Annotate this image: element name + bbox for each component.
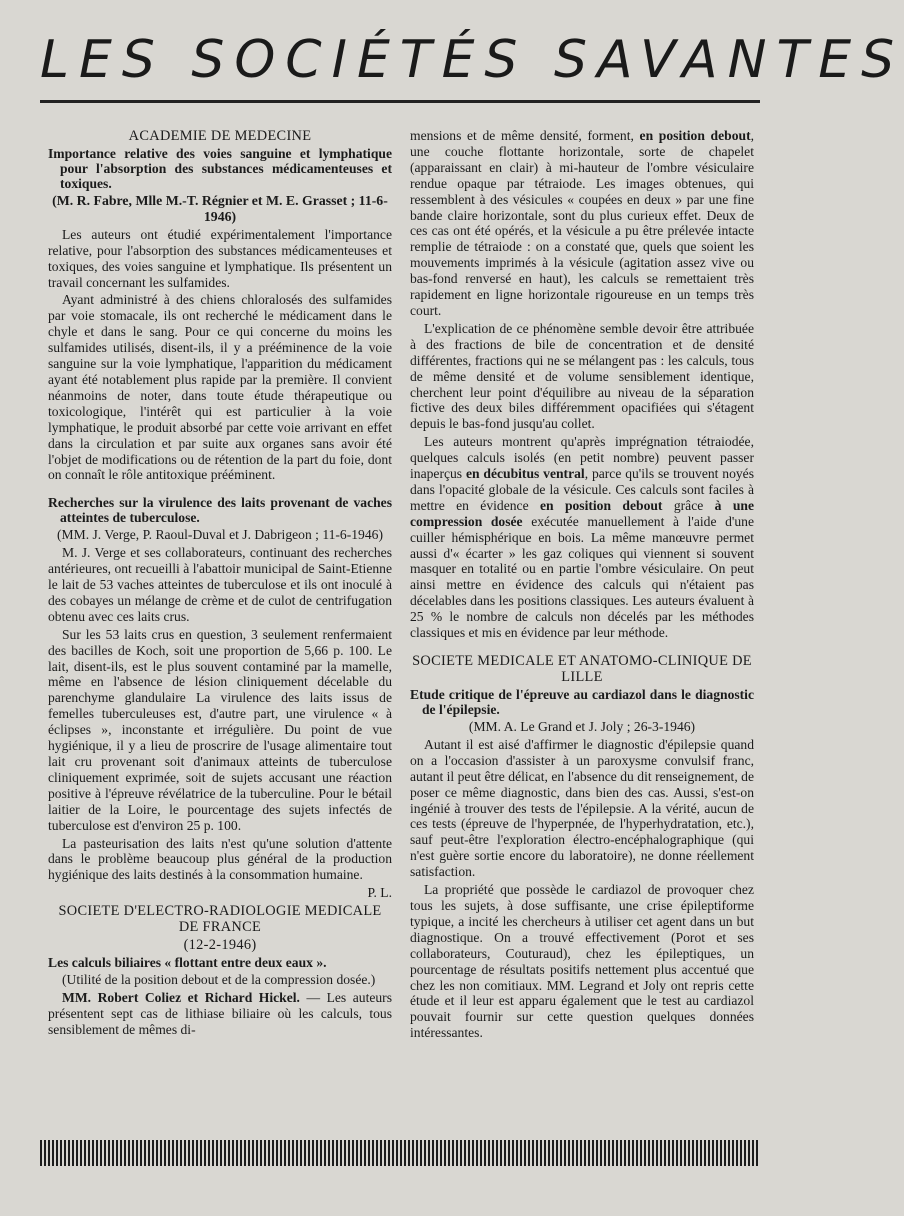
emphasis: en décubitus ventral <box>465 466 585 482</box>
paragraph: La propriété que possède le cardiazol de provoquer chez tous les sujets, à dose suffisante, une crise épileptiforme typique, a incité les chercheurs à utiliser cet agent dans un but diagnostique. On a trouvé effectivement (Porot et ses collaborateurs, Couturaud), chez les épileptiques, un pourcentage de résultats positifs nettement plus accentué que chez les non comitiaux. MM. Legrand et Joly ont repris cette étude et il leur est apparu également que le test au cardiazol pouvait fournir sur cette question quelques données intéressantes. <box>410 882 754 1041</box>
article-title: Etude critique de l'épreuve au cardiazol dans le diagnostic de l'épilepsie. <box>410 687 754 717</box>
title-divider <box>40 100 760 103</box>
authors: MM. Robert Coliez et Richard Hickel. <box>62 990 300 1006</box>
article-byline: (MM. J. Verge, P. Raoul-Duval et J. Dabrigeon ; 11-6-1946) <box>57 527 383 543</box>
text-run: , parce qu'ils se trouvent noyés dans l'opacité globale de la vésicule. Ces calculs sont faciles à mettre en évidence <box>410 466 755 513</box>
article-byline: (MM. A. Le Grand et J. Joly ; 26-3-1946) <box>468 719 696 734</box>
paragraph <box>410 434 754 641</box>
society-heading: ACADEMIE DE MEDECINE <box>128 128 312 144</box>
paragraph-text: — Les auteurs présentent sept cas de lithiase biliaire où les calculs, tous sensiblement de mêmes di- <box>48 990 392 1037</box>
paragraph: L'explication de ce phénomène semble devoir être attribuée à des fractions de bile de concentration et de densité différentes, fractions qui ne se mélangent pas : les calculs, tous de même densité et de volume sensiblement identique, cherchent leur point d'équilibre au niveau de la séparation fictive des deux biles différemment opacifiées qui s'étagent depuis le bas-fond jusqu'au collet. <box>410 320 754 432</box>
paragraph: Ayant administré à des chiens chloralosés des sulfamides par voie stomacale, ils ont recherché le médicament dans le chyle et dans le sang. Pour ce qui concerne du moins les sulfamides utilisés, disent-ils, il y a prééminence de la voie sanguine sur la voie lymphatique, l'apparition du médicament ayant été notablement plus rapide par la première. Il convient néanmoins de noter, dans toute étude thérapeutique ou toxicologique, l'intérêt qui est particulier à la voie lymphatique, le produit absorbé par cette voie arrivant en effet dans la circulation et par suite aux organes sans avoir été l'objet de modifications ou de rétention de la part du foie, dont on connaît le rôle antitoxique prééminent. <box>48 292 392 483</box>
right-column <box>410 128 754 1043</box>
emphasis: à une compression dosée <box>410 497 754 529</box>
text-run: , une couche flottante horizontale, sorte de chapelet (apparaissant en clair) à mi-hauteur de l'ombre vésiculaire rendue opaque par tétraiode. Les images obtenues, qui ressemblent à des vésicules « coupées en deux » par une fine bande claire horizontale, sont du plus curieux effet. Deux de ces cas ont été opérés, et la vésicule a pu être prélevée intacte remplie de tétraiode : on a constaté que, quels que soient les mouvements imprimés à la vésicule (agitation assez vive ou bas-fond renversé en haut), les calculs se remettaient très rapidement en ligne horizontale rigoureuse en un temps très court. <box>410 128 755 318</box>
article-title: Les calculs biliaires « flottant entre deux eaux ». <box>48 955 327 971</box>
article-title: Recherches sur la virulence des laits provenant de vaches atteintes de tuberculose. <box>48 495 392 526</box>
left-column <box>48 128 392 1040</box>
article-title: Importance relative des voies sanguine et lymphatique pour l'absorption des substances médicamenteuses et toxiques. <box>48 146 392 191</box>
text-run: grâce <box>662 497 715 513</box>
society-heading: SOCIETE D'ELECTRO-RADIOLOGIE MEDICALE DE FRANCE <box>58 903 382 936</box>
text-run: Les auteurs montrent qu'après imprégnation tétraiodée, quelques calculs isolés (en petit nombre) peuvent passer inaperçus <box>410 434 754 482</box>
paragraph: Autant il est aisé d'affirmer le diagnostic d'épilepsie quand on a l'occasion d'assister à un paroxysme convulsif franc, autant il peut être délicat, en l'absence du dit renseignement, de poser ce même diagnostic, dans bien des cas. Aussi, s'est-on ingénié à trouver des tests de l'épilepsie. A la vérité, aucun de ces tests (épreuve de l'hyperpnée, de l'hyperhydratation, etc.), sauf peut-être l'exploration électro-encéphalographique (qui n'est guère sortie encore du laboratoire), ne donne réellement satisfaction. <box>410 736 754 880</box>
decorative-barcode-rule <box>40 1140 760 1166</box>
text-run: exécutée manuellement à l'aide d'une cuiller hémisphérique en bois. La même manœuvre permet aussi d'« écarter » les gaz coliques qui viennent si souvent masquer en totalité ou en partie l'ombre vésiculaire. On peut ainsi mettre en évidence des calculs qui n'étaient pas décelables dans les positions classiques. Les auteurs évaluent à 25 % le nombre de calculs non décelés par les méthodes classiques et mis en évidence par leur méthode. <box>410 513 754 641</box>
emphasis: en position debout <box>539 497 663 513</box>
article-note: (Utilité de la position debout et de la compression dosée.) <box>62 972 376 988</box>
paragraph <box>48 990 392 1038</box>
paragraph <box>410 128 754 319</box>
paragraph: M. J. Verge et ses collaborateurs, continuant des recherches antérieures, ont recueilli à l'abattoir municipal de Saint-Etienne le lait de 53 vaches atteintes de tuberculose et ils ont inoculé à des cobayes un mélange de crème et de culot de centrifugation obtenu avec ces laits crus. <box>48 545 392 624</box>
text-run: mensions et de même densité, forment, <box>410 128 640 143</box>
signature: P. L. <box>367 885 392 901</box>
page-title: LES SOCIÉTÉS SAVANTES <box>40 30 904 90</box>
paragraph: Les auteurs ont étudié expérimentalement l'importance relative, pour l'absorption des substances médicamenteuses et toxiques, des voies sanguine et lymphatique. Ils présentent un travail concernant les sulfamides. <box>48 226 392 290</box>
society-heading: SOCIETE MEDICALE ET ANATOMO-CLINIQUE DE LILLE <box>412 653 752 685</box>
paragraph: Sur les 53 laits crus en question, 3 seulement renfermaient des bacilles de Koch, soit une proportion de 5,66 p. 100. Le lait, disent-ils, est le plus souvent contaminé par la mamelle, même en l'absence de lésion cliniquement décelable du parenchyme glandulaire La virulence des laits issus de femelles tuberculeuses est, d'autre part, une virulence « à éclipses », inconstante et irrégulière. Du point de vue hygiénique, il y a lieu de proscrire de l'usage alimentaire tout lait cru provenant soit d'animaux atteints de tuberculose cliniquement exprimée, soit de sujets accusant une réaction positive à l'épreuve révélatrice de la tuberculine. Pour le bétail laitier de la Loire, le pourcentage des sujets infectés de tuberculose est d'environ 25 p. 100. <box>48 626 392 833</box>
emphasis: en position debout <box>639 128 751 143</box>
article-byline: (M. R. Fabre, Mlle M.-T. Régnier et M. E. Grasset ; 11-6-1946) <box>52 193 388 224</box>
paragraph: La pasteurisation des laits n'est qu'une solution d'attente dans le problème beaucoup plus général de la production hygiénique des laits destinés à la consommation humaine. <box>48 835 392 883</box>
society-date: (12-2-1946) <box>183 937 257 954</box>
